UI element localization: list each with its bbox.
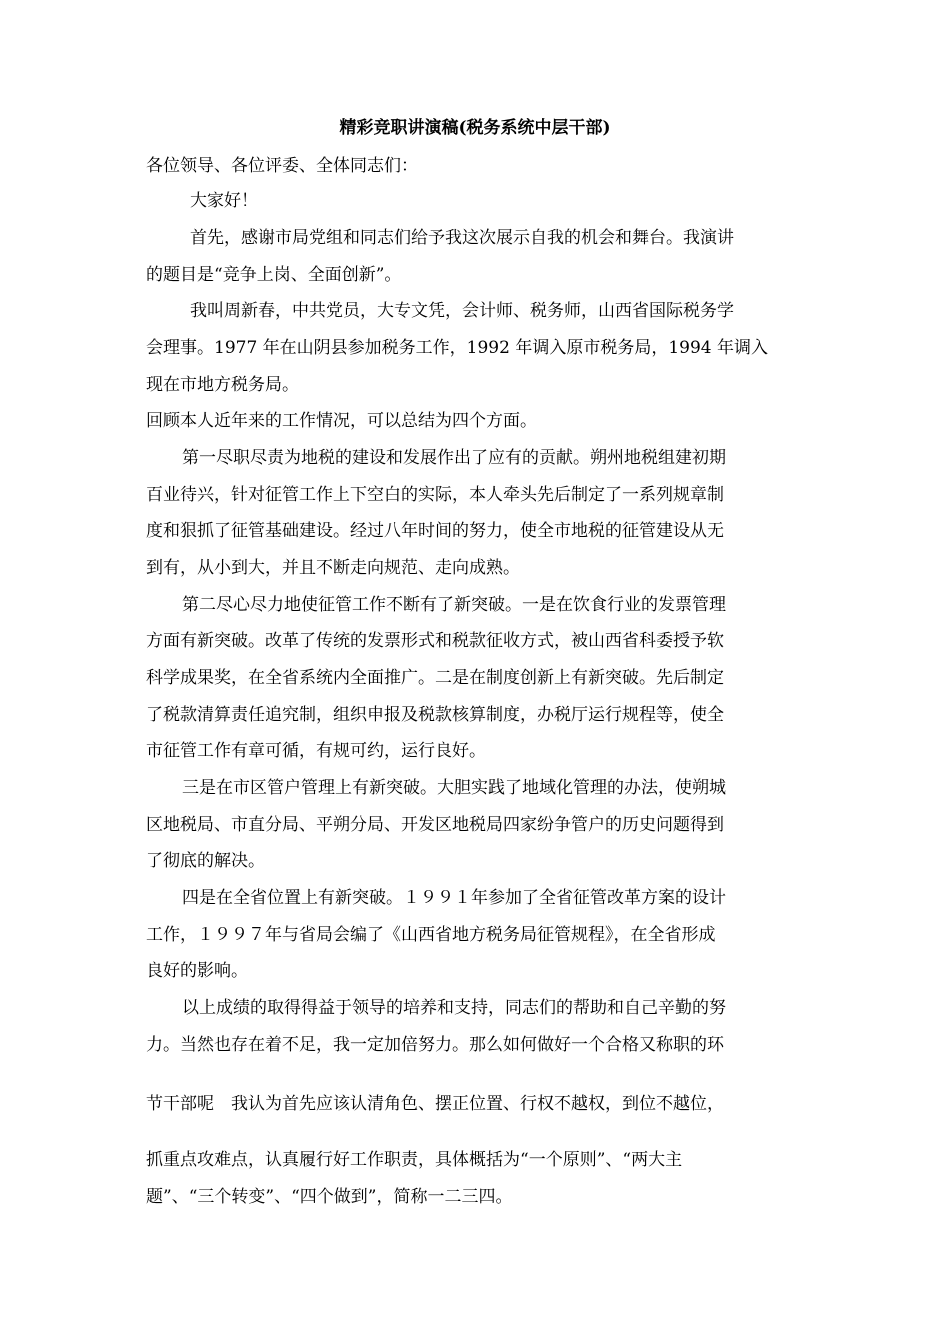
paragraph-line: 第二尽心尽力地使征管工作不断有了新突破。一是在饮食行业的发票管理 xyxy=(182,595,726,615)
paragraph-line: 了税款清算责任追究制，组织申报及税款核算制度，办税厅运行规程等，使全 xyxy=(146,705,724,725)
paragraph-line: 第一尽职尽责为地税的建设和发展作出了应有的贡献。朔州地税组建初期 xyxy=(182,448,726,468)
paragraph-line: 工作，１９９７年与省局会编了《山西省地方税务局征管规程》，在全省形成 xyxy=(146,925,716,945)
paragraph-line: 抓重点攻难点，认真履行好工作职责，具体概括为“一个原则”、“两大主 xyxy=(146,1150,683,1170)
paragraph-line: 回顾本人近年来的工作情况，可以总结为四个方面。 xyxy=(146,411,537,431)
paragraph-line: 到有，从小到大，并且不断走向规范、走向成熟。 xyxy=(146,558,520,578)
paragraph-line: 度和狠抓了征管基础建设。经过八年时间的努力，使全市地税的征管建设从无 xyxy=(146,521,724,541)
paragraph-line: 四是在全省位置上有新突破。１９９１年参加了全省征管改革方案的设计 xyxy=(182,888,726,908)
paragraph-line: 现在市地方税务局。 xyxy=(146,375,299,395)
salutation: 各位领导、各位评委、全体同志们： xyxy=(146,156,418,176)
paragraph-line: 了彻底的解决。 xyxy=(146,851,265,871)
paragraph-line: 首先，感谢市局党组和同志们给予我这次展示自我的机会和舞台。我演讲 xyxy=(190,228,734,248)
paragraph-line: 良好的影响。 xyxy=(146,961,248,981)
paragraph-line: 百业待兴，针对征管工作上下空白的实际，本人牵头先后制定了一系列规章制 xyxy=(146,485,724,505)
paragraph-line: 方面有新突破。改革了传统的发票形式和税款征收方式，被山西省科委授予软 xyxy=(146,631,724,651)
paragraph-line: 的题目是“竞争上岗、全面创新”。 xyxy=(146,265,402,285)
paragraph-line: 区地税局、市直分局、平朔分局、开发区地税局四家纷争管户的历史问题得到 xyxy=(146,815,724,835)
paragraph-line: 节干部呢 我认为首先应该认清角色、摆正位置、行权不越权，到位不越位， xyxy=(146,1094,724,1114)
paragraph-line: 市征管工作有章可循，有规可约，运行良好。 xyxy=(146,741,486,761)
greeting: 大家好！ xyxy=(190,191,258,211)
document-title: 精彩竞职讲演稿(税务系统中层干部) xyxy=(339,118,611,138)
paragraph-line: 科学成果奖，在全省系统内全面推广。二是在制度创新上有新突破。先后制定 xyxy=(146,668,724,688)
paragraph-line: 三是在市区管户管理上有新突破。大胆实践了地域化管理的办法，使朔城 xyxy=(182,778,726,798)
paragraph-line: 我叫周新春，中共党员，大专文凭，会计师、税务师，山西省国际税务学 xyxy=(190,301,734,321)
paragraph-line: 以上成绩的取得得益于领导的培养和支持，同志们的帮助和自己辛勤的努 xyxy=(182,998,726,1018)
paragraph-line: 题”、“三个转变”、“四个做到”，简称一二三四。 xyxy=(146,1187,513,1207)
paragraph-line: 力。当然也存在着不足，我一定加倍努力。那么如何做好一个合格又称职的环 xyxy=(146,1035,724,1055)
paragraph-line: 会理事。1977 年在山阴县参加税务工作，1992 年调入原市税务局，1994 年调入 xyxy=(146,338,769,358)
